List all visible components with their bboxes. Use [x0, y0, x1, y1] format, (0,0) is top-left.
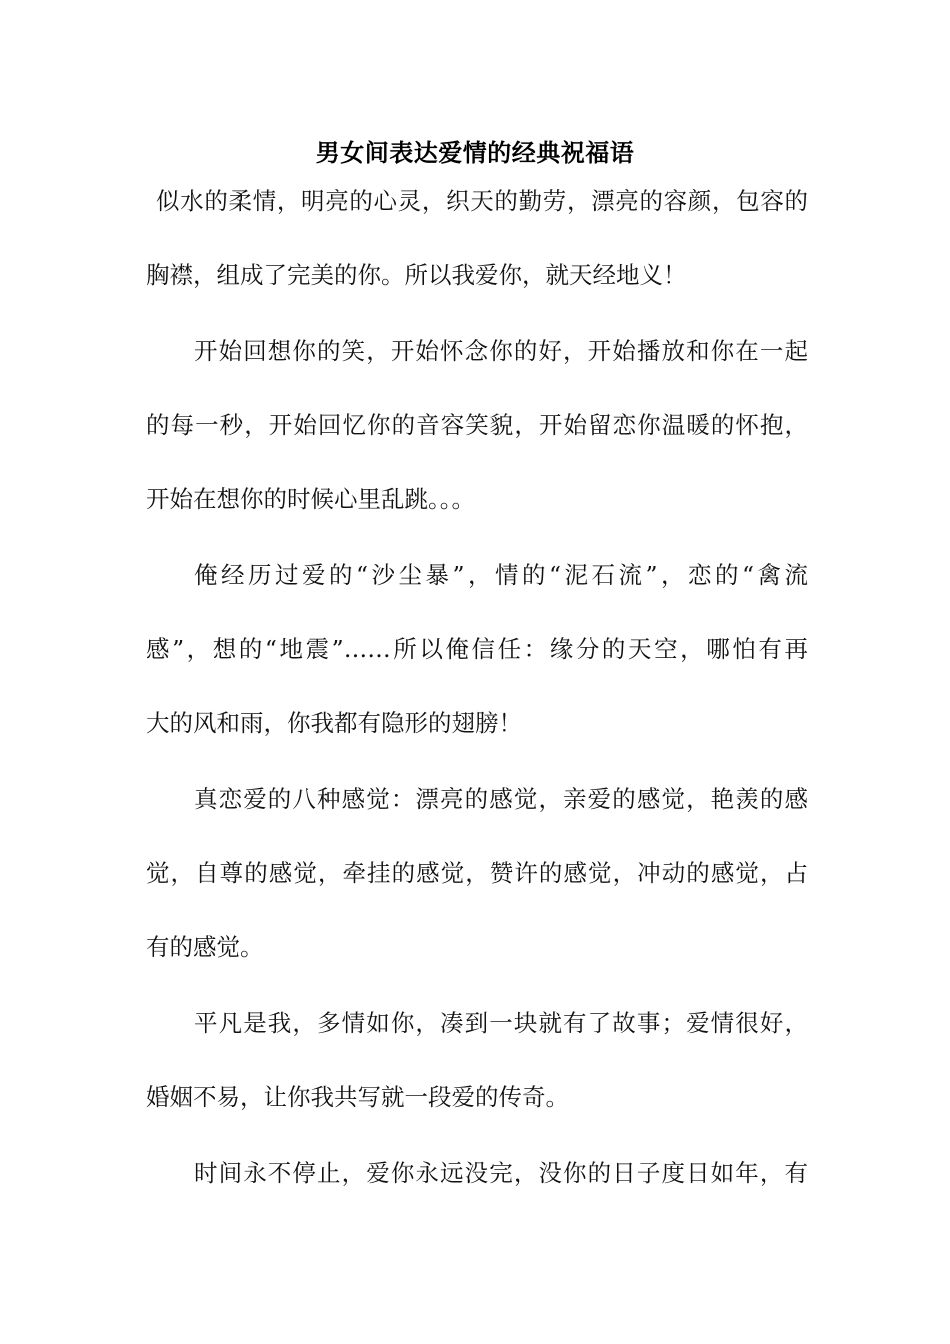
body-line-2: 胸襟，组成了完美的你。所以我爱你，就天经地义！ — [146, 261, 687, 289]
document-title: 男女间表达爱情的经典祝福语 — [315, 138, 635, 167]
body-line-3: 开始回想你的笑，开始怀念你的好，开始播放和你在一起 — [194, 337, 808, 365]
body-line-8: 大的风和雨，你我都有隐形的翅膀！ — [146, 709, 522, 737]
body-line-11: 有的感觉。 — [146, 933, 264, 961]
body-line-4: 的每一秒，开始回忆你的音容笑貌，开始留恋你温暖的怀抱， — [146, 411, 808, 439]
body-line-10: 觉，自尊的感觉，牵挂的感觉，赞许的感觉，冲动的感觉，占 — [146, 859, 808, 887]
body-line-7: 感”，想的“地震”……所以俺信任：缘分的天空，哪怕有再 — [146, 635, 808, 663]
body-line-1: 似水的柔情，明亮的心灵，织天的勤劳，漂亮的容颜，包容的 — [156, 187, 808, 215]
body-line-6: 俺经历过爱的“沙尘暴”，情的“泥石流”，恋的“禽流 — [194, 561, 808, 589]
body-line-13: 婚姻不易，让你我共写就一段爱的传奇。 — [146, 1083, 569, 1111]
body-line-9: 真恋爱的八种感觉：漂亮的感觉，亲爱的感觉，艳羡的感 — [194, 785, 808, 813]
body-line-14: 时间永不停止，爱你永远没完，没你的日子度日如年，有 — [194, 1159, 808, 1187]
body-line-12: 平凡是我，多情如你，凑到一块就有了故事；爱情很好， — [194, 1009, 808, 1037]
body-line-5: 开始在想你的时候心里乱跳。。。 — [146, 485, 475, 513]
